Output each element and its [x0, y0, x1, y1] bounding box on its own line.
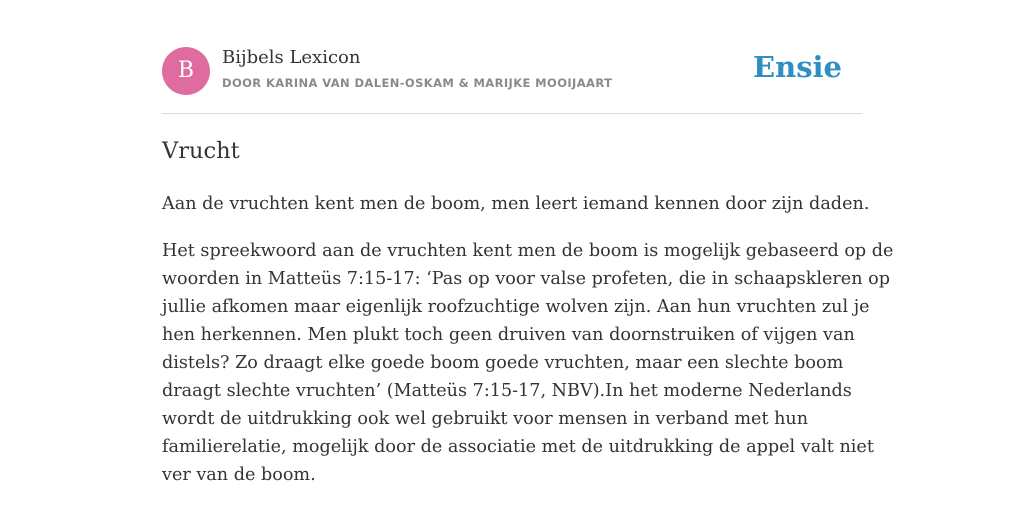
header-divider: [162, 113, 862, 114]
lexicon-title[interactable]: Bijbels Lexicon: [222, 47, 361, 68]
entry-body: [162, 237, 894, 489]
lexicon-header: [162, 46, 862, 96]
body-line: ver van de boom.: [162, 465, 316, 485]
lexicon-avatar[interactable]: B: [162, 47, 210, 95]
lexicon-authors: DOOR KARINA VAN DALEN-OSKAM & MARIJKE MOOIJAART: [222, 76, 613, 90]
body-line: hen herkennen. Men plukt toch geen druiven van doornstruiken of vijgen van: [162, 325, 855, 345]
entry-summary: Aan de vruchten kent men de boom, men leert iemand kennen door zijn daden.: [162, 194, 870, 214]
body-line: familierelatie, mogelijk door de associatie met de uitdrukking de appel valt niet: [162, 437, 874, 457]
body-line: woorden in Matteüs 7:15-17: ‘Pas op voor valse profeten, die in schaapskleren op: [162, 269, 891, 289]
body-line: jullie afkomen maar eigenlijk roofzuchtige wolven zijn. Aan hun vruchten zul je: [162, 297, 870, 317]
body-line: draagt slechte vruchten’ (Matteüs 7:15-17, NBV).In het moderne Nederlands: [162, 381, 852, 401]
body-line: Het spreekwoord aan de vruchten kent men de boom is mogelijk gebaseerd op de: [162, 241, 894, 261]
entry-title: Vrucht: [162, 138, 240, 164]
body-line: distels? Zo draagt elke goede boom goede vruchten, maar een slechte boom: [162, 353, 844, 373]
body-line: wordt de uitdrukking ook wel gebruikt voor mensen in verband met hun: [162, 409, 809, 429]
ensie-logo[interactable]: Ensie: [753, 50, 842, 84]
